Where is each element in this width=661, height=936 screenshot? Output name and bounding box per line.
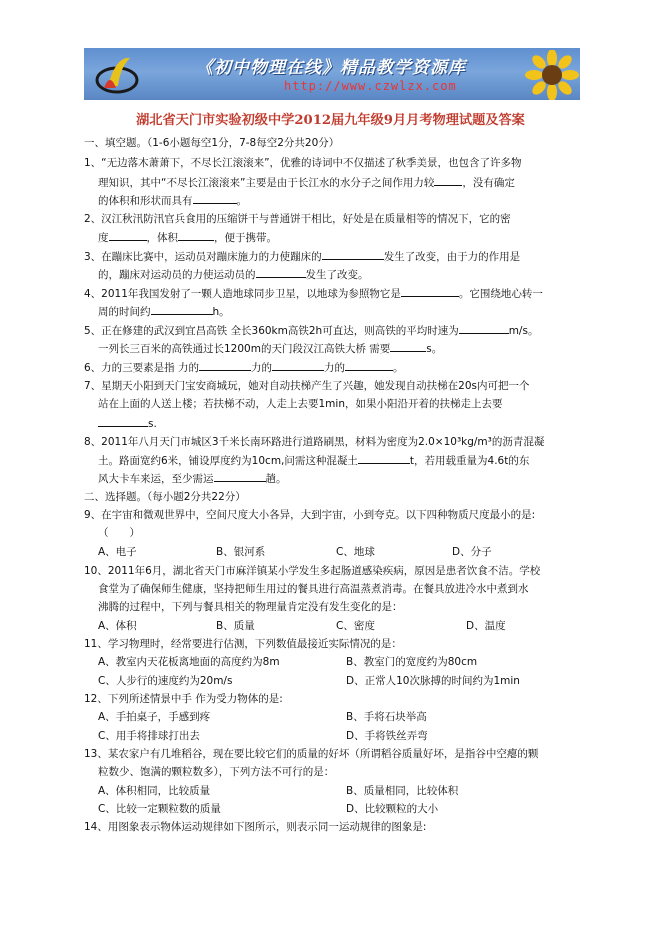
q1-line-2: 理知识，其中“不尽长江滚滚来”主要是由于长江水的水分子之间作用力较 ，没有确定 xyxy=(98,177,515,189)
q6-line-1: 6、力的三要素是指 力的 力的 力的 。 xyxy=(84,362,404,374)
q9-line-1: 9、在宇宙和微观世界中，空间尺度大小各异，大到宇宙，小到夸克。以下四种物质尺度最小的是: xyxy=(84,509,536,521)
q2-line-1: 2、汉江秋汛防汛官兵食用的压缩饼干与普通饼干相比，好处是在质量相等的情况下，它的密 xyxy=(84,213,511,225)
answer-blank[interactable] xyxy=(272,360,324,371)
q7-line-1: 7、星期天小阳到天门宝安商城玩，她对自动扶梯产生了兴趣，她发现自动扶梯在20s内可把一个 xyxy=(84,380,530,392)
answer-blank[interactable] xyxy=(193,193,237,204)
answer-blank[interactable] xyxy=(322,249,384,260)
q11-option-d[interactable]: D、正常人10次脉搏的时间约为1min xyxy=(346,675,520,687)
q5-line-2: 一列长三百米的高铁通过长1200m的天门段汉江高铁大桥 需要 s。 xyxy=(98,343,443,355)
answer-blank[interactable] xyxy=(98,416,148,427)
q13-option-d[interactable]: D、比较颗粒的大小 xyxy=(346,803,439,815)
q12-option-b[interactable]: B、手将石块举高 xyxy=(346,711,427,723)
q12-option-a[interactable]: A、手拍桌子，手感到疼 xyxy=(98,711,211,723)
q13-option-c[interactable]: C、比较一定颗粒数的质量 xyxy=(98,803,221,815)
q11-line-1: 11、学习物理时，经常要进行估测，下列数值最接近实际情况的是： xyxy=(84,638,402,650)
q7-line-2: 站在上面的人送上楼；若扶梯不动，人走上去要1min，如果小阳沿开着的扶梯走上去要 xyxy=(98,398,503,410)
q10-line-2: 食堂为了确保师生健康，坚持把师生用过的餐具进行高温蒸煮消毒。在餐具放进冷水中煮到水 xyxy=(98,583,529,595)
q5-line-1: 5、正在修建的武汉到宜昌高铁 全长360km高铁2h可直达，则高铁的平均时速为 m/s。 xyxy=(84,325,539,337)
banner-url: http://www.czwlzx.com xyxy=(284,79,457,93)
answer-blank[interactable] xyxy=(434,175,462,186)
q10-option-b[interactable]: B、质量 xyxy=(216,620,255,632)
q8-line-1: 8、2011年八月天门市城区3千米长南环路进行道路刷黑，材料为密度为2.0×10³kg/m³的沥青混凝 xyxy=(84,436,545,448)
section-choice-header: 二、选择题。（每小题2分共22分） xyxy=(84,491,246,503)
q1-line-1: 1、“无边落木萧萧下，不尽长江滚滚来”，优雅的诗词中不仅描述了秋季美景，也包含了许多物 xyxy=(84,157,522,169)
section-fill-header: 一、填空题。（1-6小题每空1分，7-8每空2分共20分） xyxy=(84,137,340,149)
answer-blank[interactable] xyxy=(358,453,410,464)
q2-line-2: 度 ，体积 ，便于携带。 xyxy=(98,232,277,244)
q12-line-1: 12、下列所述情景中手 作为受力物体的是: xyxy=(84,693,283,705)
q1-line-3: 的体积和形状而具有 。 xyxy=(98,195,247,207)
answer-blank[interactable] xyxy=(178,230,214,241)
answer-blank[interactable] xyxy=(199,360,251,371)
answer-blank[interactable] xyxy=(109,230,147,241)
answer-blank[interactable] xyxy=(390,341,426,352)
sunflower-icon xyxy=(524,50,580,100)
q10-option-a[interactable]: A、体积 xyxy=(98,620,137,632)
q9-option-a[interactable]: A、电子 xyxy=(98,546,137,558)
q14-line-1: 14、用图象表示物体运动规律如下图所示，则表示同一运动规律的图象是: xyxy=(84,821,427,833)
q13-line-1: 13、某农家户有几堆稻谷，现在要比较它们的质量的好坏（所谓稻谷质量好坏，是指谷中空瘪的颗 xyxy=(84,748,539,760)
q13-option-a[interactable]: A、体积相同，比较质量 xyxy=(98,785,211,797)
q3-line-2: 的，蹦床对运动员的力使运动员的 发生了改变。 xyxy=(98,269,369,281)
q8-line-3: 风大卡车来运，至少需运 趟。 xyxy=(98,473,287,485)
q12-option-c[interactable]: C、用手将排球打出去 xyxy=(98,730,200,742)
q7-line-3: s. xyxy=(98,416,157,431)
q9-option-d[interactable]: D、分子 xyxy=(452,546,492,558)
header-banner xyxy=(84,48,580,100)
answer-blank[interactable] xyxy=(151,304,213,315)
answer-blank[interactable] xyxy=(459,323,509,334)
q13-option-b[interactable]: B、质量相同，比较体积 xyxy=(346,785,459,797)
q8-line-2: 土。路面宽约6米，铺设厚度约为10cm,问需这种混凝土 t，若用载重量为4.6t的东 xyxy=(98,455,530,467)
q10-line-3: 沸腾的过程中，下列与餐具相关的物理量肯定没有发生变化的是： xyxy=(98,601,403,613)
q4-line-1: 4、2011年我国发射了一颗人造地球同步卫星，以地球为参照物它是 。它围绕地心转一 xyxy=(84,288,543,300)
q11-option-b[interactable]: B、教室门的宽度约为80cm xyxy=(346,656,478,668)
q10-option-d[interactable]: D、温度 xyxy=(466,620,506,632)
q3-line-1: 3、在蹦床比赛中，运动员对蹦床施力的力使蹦床的 发生了改变，由于力的作用是 xyxy=(84,251,521,263)
q9-line-2: （ ） xyxy=(98,527,140,539)
banner-title: 《初中物理在线》精品教学资源库 xyxy=(196,58,466,78)
q11-option-c[interactable]: C、人步行的速度约为20m/s xyxy=(98,675,233,687)
q9-option-b[interactable]: B、银河系 xyxy=(216,546,266,558)
answer-blank[interactable] xyxy=(256,267,306,278)
q12-option-d[interactable]: D、手将铁丝弄弯 xyxy=(346,730,428,742)
document-title: 湖北省天门市实验初级中学2012届九年级9月月考物理试题及答案 xyxy=(136,113,525,128)
q11-option-a[interactable]: A、教室内天花板离地面的高度约为8m xyxy=(98,656,280,668)
answer-blank[interactable] xyxy=(401,286,459,297)
q10-line-1: 10、2011年6月，湖北省天门市麻洋镇某小学发生多起肠道感染疾病，原因是患者饮食不洁。学校 xyxy=(84,565,541,577)
answer-blank[interactable] xyxy=(214,471,266,482)
q10-option-c[interactable]: C、密度 xyxy=(336,620,375,632)
q13-line-2: 粒数少、饱满的颗粒数多），下列方法不可行的是： xyxy=(98,766,335,778)
logo-icon xyxy=(94,52,140,96)
answer-blank[interactable] xyxy=(345,360,393,371)
q4-line-2: 周的时间约 h。 xyxy=(98,306,230,318)
q9-option-c[interactable]: C、地球 xyxy=(336,546,375,558)
